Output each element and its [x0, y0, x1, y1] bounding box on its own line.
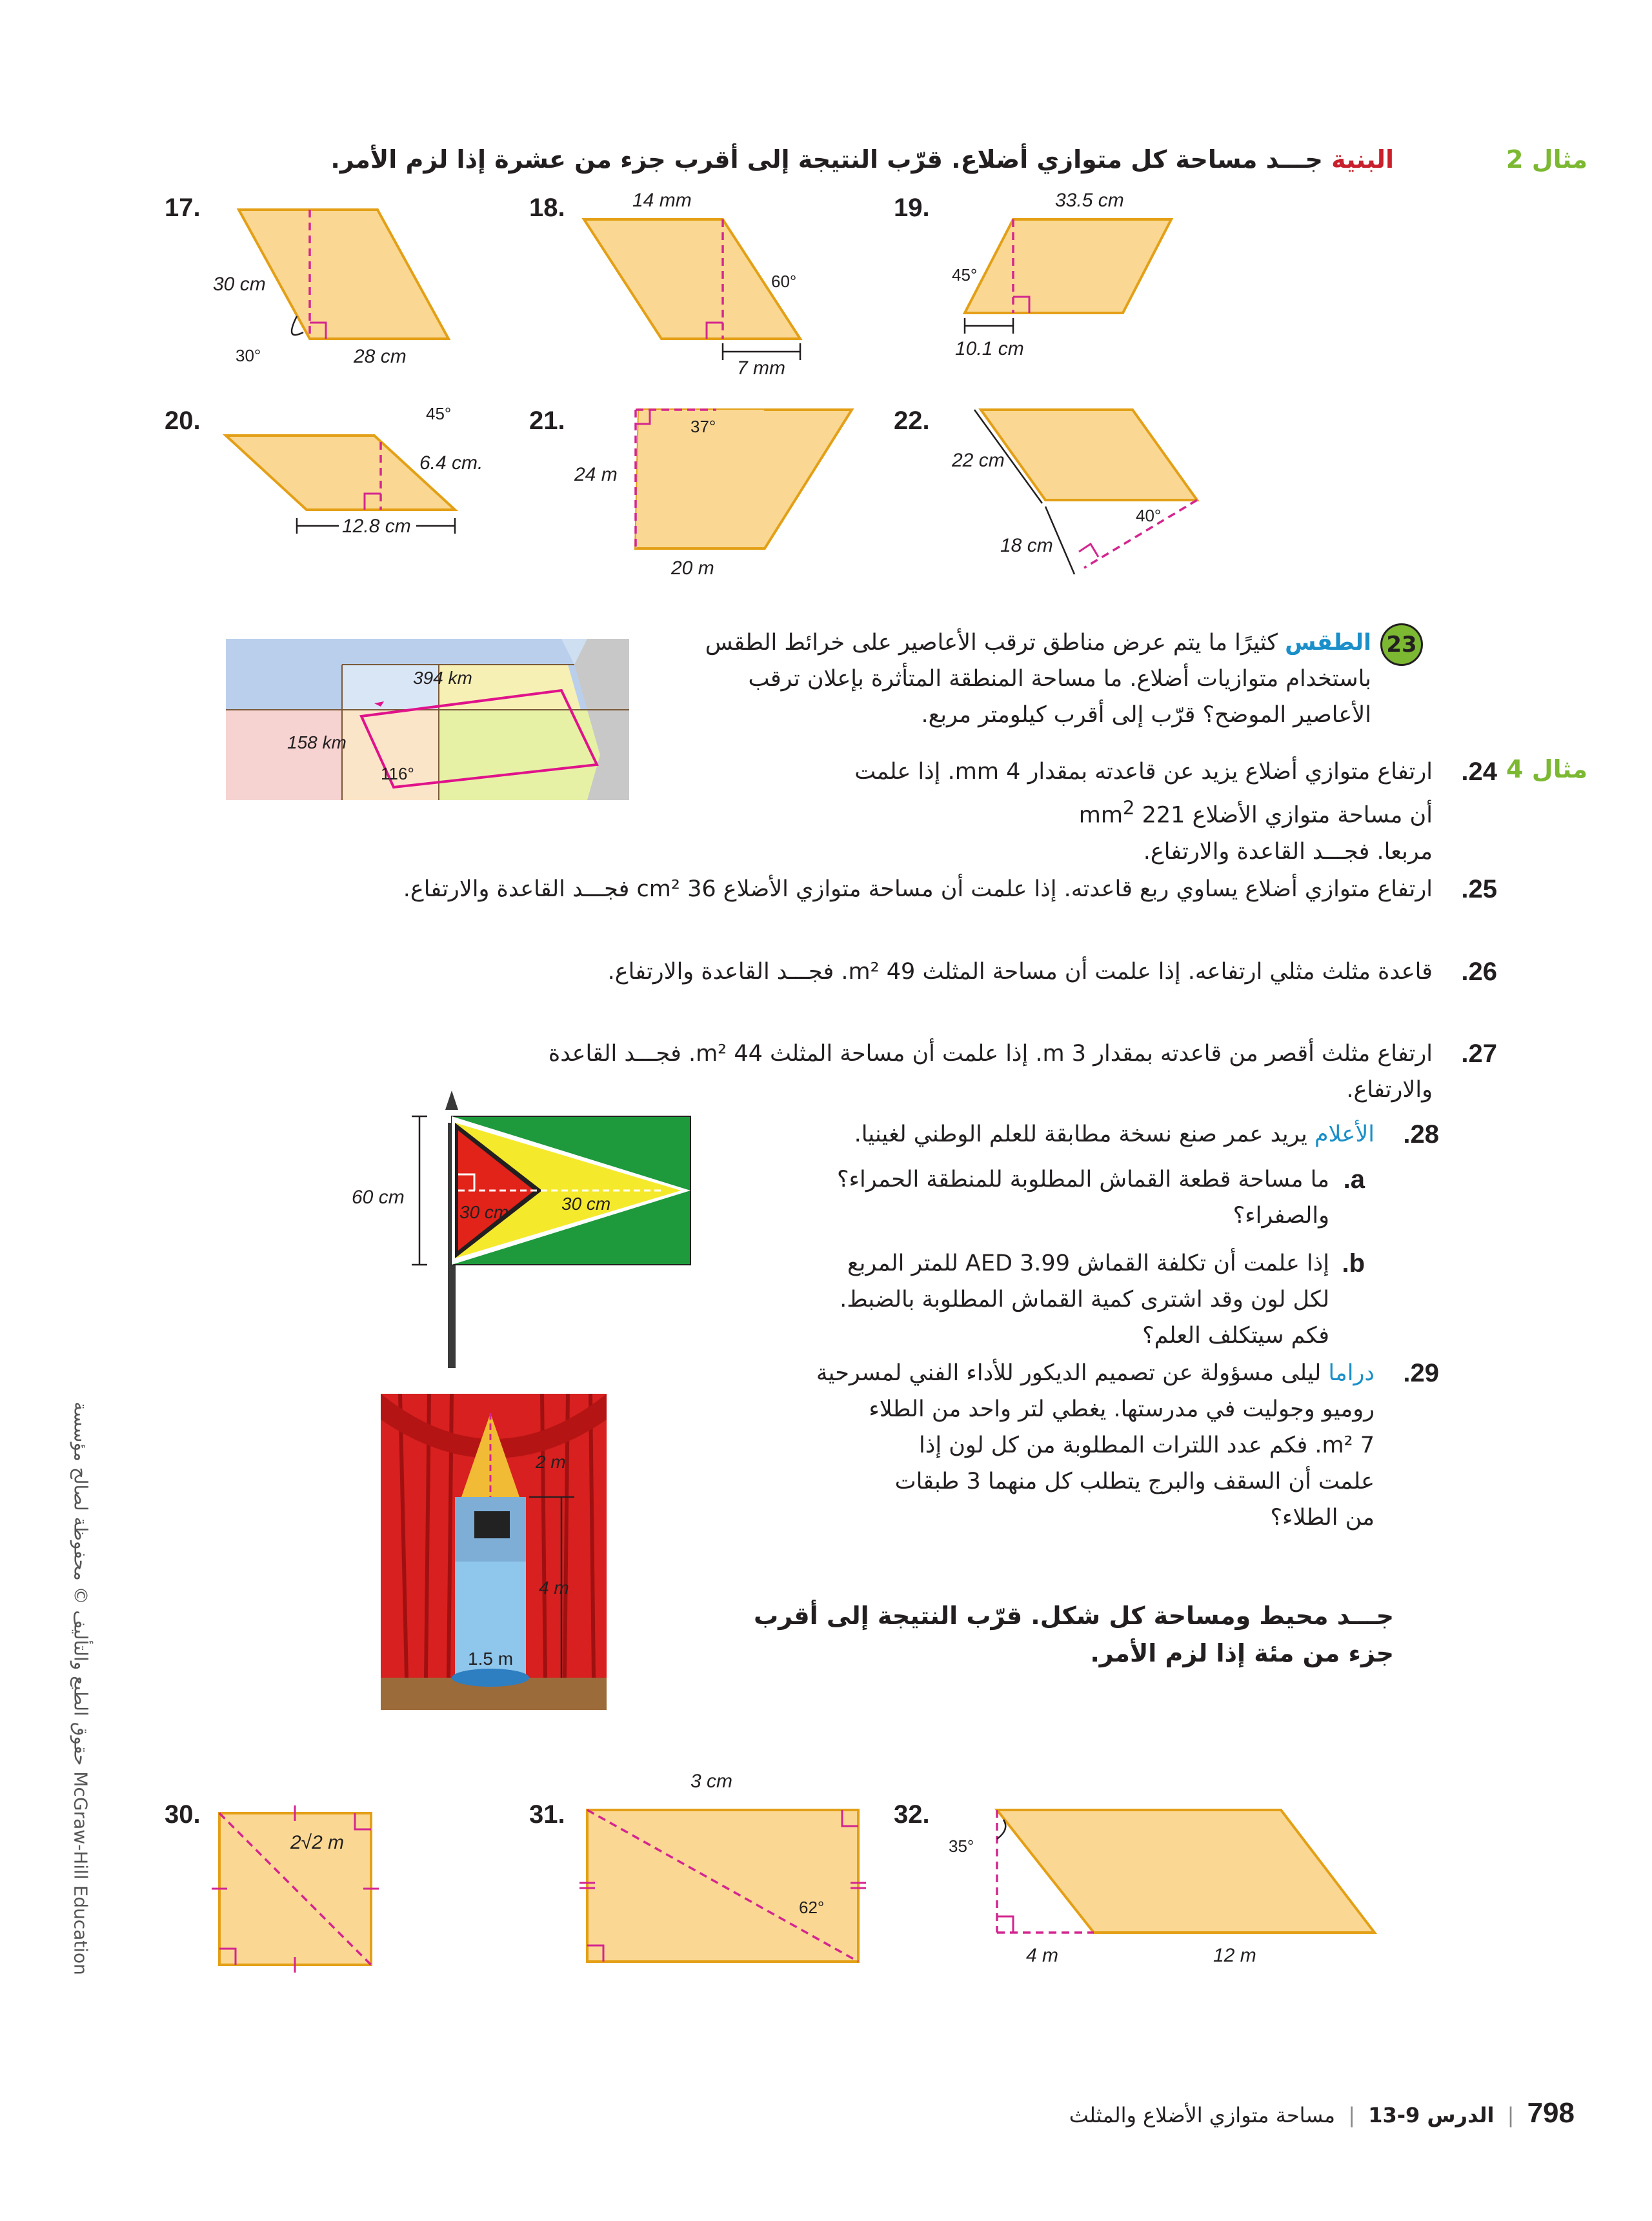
- problem-29-number: 29.: [1403, 1359, 1439, 1387]
- problem-24: [723, 754, 1497, 870]
- label-18-base: 7 mm: [737, 357, 785, 379]
- p29-line-5: من الطلاء؟: [1270, 1505, 1375, 1531]
- label-21-angle: 37°: [690, 417, 716, 436]
- instruction-text: جـــد مساحة كل متوازي أضلاع. قرّب النتيجة إلى أقرب جزء من عشرة إذا لزم الأمر.: [330, 145, 1323, 174]
- problem-23-number: 23: [1380, 623, 1423, 666]
- problem-21-number: 21.: [529, 407, 565, 435]
- figure-30: [206, 1800, 387, 1981]
- problem-30-number: 30.: [165, 1800, 201, 1829]
- flag-label-height: 60 cm: [352, 1187, 405, 1208]
- p24-line-2: أن مساحة متوازي الأضلاع 221 $mm^2$: [1078, 797, 1433, 829]
- lesson-label: الدرس 9-13: [1368, 2103, 1495, 2127]
- p28-a-line-2: والصفراء؟: [1233, 1203, 1329, 1229]
- map-label-angle: 116°: [381, 764, 414, 783]
- label-21-base: 20 m: [671, 558, 714, 579]
- weather-map: [226, 639, 629, 800]
- problem-25-number: 25.: [1461, 875, 1497, 903]
- label-19-base: 10.1 cm: [955, 338, 1024, 359]
- p24-line-3: مربعا. فجـــد القاعدة والارتفاع.: [1143, 838, 1433, 865]
- problem-28a: [749, 1161, 1365, 1234]
- flag-label-yellow: 30 cm: [561, 1194, 611, 1214]
- p29-line-2: روميو وجوليت في مدرستها. يغطي لتر واحد من الطلاء: [869, 1396, 1375, 1422]
- figure-32: [936, 1794, 1381, 1987]
- problem-19-number: 19.: [894, 194, 930, 222]
- p28-text: يريد عمر صنع نسخة مطابقة للعلم الوطني لغينيا.: [854, 1121, 1307, 1147]
- topic-weather: الطقس: [1285, 630, 1371, 656]
- p23-line-2: باستخدام متوازيات أضلاع. ما مساحة المنطقة المتأثرة بإعلان ترقب: [748, 666, 1371, 692]
- figure-17: [194, 194, 471, 387]
- flag-label-red: 30 cm: [459, 1202, 509, 1222]
- section-instruction: [232, 145, 1394, 174]
- label-17-side: 30 cm: [213, 274, 266, 295]
- copyright-side-text: حقوق الطبع والتأليف © محفوظة لصالح مؤسسة McGraw-Hill Education: [70, 1402, 92, 1975]
- footer: 798 | الدرس 9-13 | مساحة متوازي الأضلاع والمثلث: [1069, 2097, 1575, 2129]
- p25-text: ارتفاع متوازي أضلاع يساوي ربع قاعدته. إذا علمت أن مساحة متوازي الأضلاع 36 cm² فجـــد القاعدة والارتفاع.: [403, 876, 1433, 902]
- parallelogram-32: [997, 1810, 1375, 1933]
- p28-b-label: b.: [1342, 1249, 1365, 1278]
- problem-32-number: 32.: [894, 1800, 930, 1829]
- problem-26-number: 26.: [1461, 958, 1497, 986]
- p27-line-1: ارتفاع مثلث أقصر من قاعدته بمقدار 3 m. إذا علمت أن مساحة المثلث 44 m². فجـــد القاعدة: [548, 1041, 1433, 1067]
- p23-line-3: الأعاصير الموضح؟ قرّب إلى أقرب كيلومتر مربع.: [921, 702, 1371, 728]
- parallelogram-22: [981, 410, 1197, 500]
- label-20-angle: 45°: [426, 404, 452, 423]
- label-32-angle: 35°: [949, 1836, 974, 1856]
- label-21-height: 24 m: [574, 464, 618, 485]
- label-19-top: 33.5 cm: [1055, 190, 1124, 211]
- p27-line-2: والارتفاع.: [1346, 1077, 1433, 1103]
- problem-23: [661, 625, 1417, 733]
- parallelogram-18: [584, 219, 800, 339]
- problem-26: [271, 954, 1497, 990]
- label-20-base: 12.8 cm: [342, 516, 411, 537]
- lesson-title: مساحة متوازي الأضلاع والمثلث: [1069, 2103, 1336, 2127]
- section-2-line-2: جزء من مئة إذا لزم الأمر.: [1090, 1639, 1394, 1667]
- label-18-angle: 60°: [771, 272, 797, 291]
- example-label: مثال 2: [1506, 145, 1587, 174]
- figure-31: [568, 1768, 878, 1981]
- map-label-side: 158 km: [287, 732, 347, 752]
- label-22-angle: 40°: [1136, 506, 1162, 525]
- p29-line-3: 7 m². فكم عدد اللترات المطلوبة من كل لون إذا: [919, 1432, 1375, 1458]
- guyana-flag: [348, 1084, 697, 1368]
- label-19-angle: 45°: [952, 265, 978, 285]
- problem-22-number: 22.: [894, 407, 930, 435]
- label-18-top: 14 mm: [632, 190, 692, 211]
- p28-b-line-1: إذا علمت أن تكلفة القماش AED 3.99 للمتر المربع: [847, 1251, 1329, 1276]
- figure-22: [936, 397, 1233, 590]
- problem-20-number: 20.: [165, 407, 201, 435]
- label-17-angle: 30°: [236, 346, 261, 365]
- problem-28b: [749, 1245, 1365, 1354]
- problem-29: [697, 1355, 1439, 1536]
- topic-drama: دراما: [1328, 1360, 1375, 1386]
- problem-31-number: 31.: [529, 1800, 565, 1829]
- section-2-instruction: [555, 1597, 1394, 1672]
- topic-flags: الأعلام: [1314, 1121, 1375, 1147]
- tower-label-width: 1.5 m: [468, 1649, 514, 1669]
- label-31-top: 3 cm: [690, 1771, 733, 1792]
- topic-label: البنية: [1331, 145, 1394, 174]
- label-20-height: 6.4 cm.: [419, 452, 483, 474]
- figure-21: [568, 397, 865, 590]
- parallelogram-17: [239, 210, 448, 339]
- label-31-angle: 62°: [799, 1898, 825, 1917]
- problem-25: [271, 871, 1497, 907]
- section-2-line-1: جـــد محيط ومساحة كل شكل. قرّب النتيجة إلى أقرب: [753, 1602, 1394, 1630]
- figure-19: [936, 187, 1194, 381]
- label-32-offset: 4 m: [1026, 1945, 1059, 1966]
- p28-a-line-1: ما مساحة قطعة القماش المطلوبة للمنطقة الحمراء؟: [836, 1167, 1329, 1192]
- problem-17-number: 17.: [165, 194, 201, 222]
- label-32-base: 12 m: [1213, 1945, 1256, 1966]
- label-22-side: 22 cm: [952, 450, 1005, 471]
- p29-line-4: علمت أن السقف والبرج يتطلب كل منهما 3 طبقات: [894, 1469, 1375, 1494]
- parallelogram-19: [965, 219, 1171, 313]
- problem-28: [729, 1116, 1439, 1152]
- p29-line-1: ليلى مسؤولة عن تصميم الديكور للأداء الفني لمسرحية: [816, 1360, 1322, 1386]
- p26-text: قاعدة مثلث مثلي ارتفاعه. إذا علمت أن مساحة المثلث 49 m². فجـــد القاعدة والارتفاع.: [607, 959, 1433, 985]
- page-number: 798: [1527, 2097, 1575, 2129]
- problem-27-number: 27.: [1461, 1040, 1497, 1068]
- figure-18: [568, 187, 826, 387]
- label-17-base: 28 cm: [354, 346, 407, 367]
- problem-24-number: 24.: [1461, 758, 1497, 786]
- tower-label-roof: 2 m: [536, 1452, 566, 1472]
- p28-a-label: a.: [1343, 1165, 1365, 1194]
- p24-line-1: ارتفاع متوازي أضلاع يزيد عن قاعدته بمقدار 4 mm. إذا علمت: [854, 759, 1433, 785]
- label-30-diagonal: 2√2 m: [290, 1832, 345, 1853]
- p23-line-1: كثيرًا ما يتم عرض مناطق ترقب الأعاصير على خرائط الطقس: [705, 630, 1278, 656]
- example-4-label: مثال 4: [1506, 755, 1587, 783]
- problem-18-number: 18.: [529, 194, 565, 222]
- p28-b-line-3: فكم سيتكلف العلم؟: [1142, 1323, 1329, 1349]
- problem-28-number: 28.: [1403, 1120, 1439, 1149]
- label-22-height: 18 cm: [1000, 535, 1053, 556]
- figure-20: [206, 397, 503, 552]
- p28-b-line-2: لكل لون وقد اشترى كمية القماش المطلوبة بالضبط.: [840, 1287, 1329, 1312]
- map-label-top: 394 km: [413, 668, 472, 688]
- tower-label-height: 4 m: [539, 1578, 569, 1598]
